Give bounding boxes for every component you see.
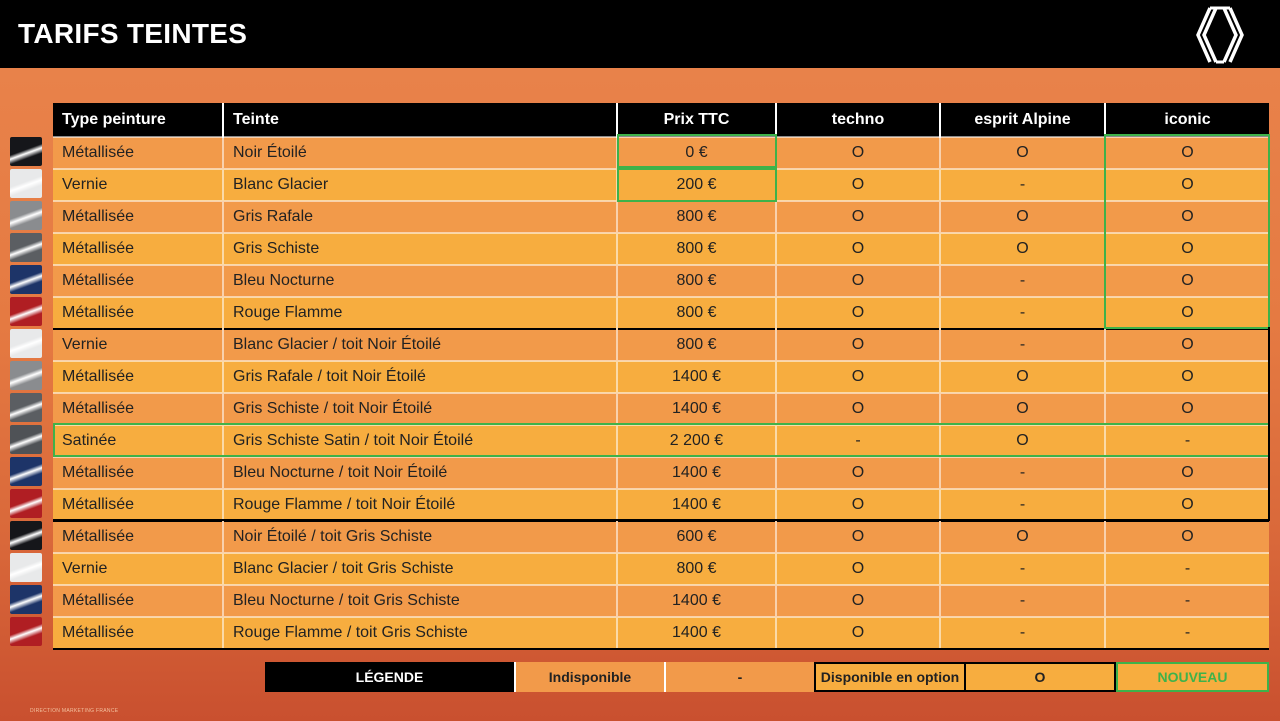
page-header	[0, 0, 1280, 68]
paint-swatch-icon	[10, 201, 42, 230]
cell-prix: 1400 €	[617, 489, 776, 521]
cell-teinte: Noir Étoilé	[223, 137, 617, 169]
paint-swatch-icon	[10, 393, 42, 422]
page-title: TARIFS TEINTES	[18, 18, 248, 49]
legend-unavailable-label: Indisponible	[514, 662, 664, 692]
paint-swatch-icon	[10, 137, 42, 166]
cell-esprit-alpine: -	[940, 329, 1105, 361]
cell-iconic: -	[1105, 585, 1269, 617]
table-row	[53, 137, 1269, 169]
table-row	[53, 233, 1269, 265]
table-row	[53, 521, 1269, 553]
cell-type: Métallisée	[53, 521, 223, 553]
cell-type: Métallisée	[53, 297, 223, 329]
paint-swatch-icon	[10, 617, 42, 646]
cell-esprit-alpine: O	[940, 233, 1105, 265]
cell-prix: 1400 €	[617, 457, 776, 489]
table-row	[53, 617, 1269, 649]
paint-swatch-icon	[10, 489, 42, 518]
legend-new-label: NOUVEAU	[1116, 662, 1269, 692]
cell-teinte: Gris Schiste / toit Noir Étoilé	[223, 393, 617, 425]
cell-type: Satinée	[53, 425, 223, 457]
cell-prix: 1400 €	[617, 617, 776, 649]
cell-type: Métallisée	[53, 393, 223, 425]
legend-option-label: Disponible en option	[814, 662, 966, 692]
paint-swatch-icon	[10, 425, 42, 454]
cell-teinte: Blanc Glacier / toit Noir Étoilé	[223, 329, 617, 361]
cell-prix: 1400 €	[617, 393, 776, 425]
cell-type: Métallisée	[53, 265, 223, 297]
cell-techno: O	[776, 201, 940, 233]
cell-esprit-alpine: O	[940, 393, 1105, 425]
cell-type: Métallisée	[53, 489, 223, 521]
cell-iconic: O	[1105, 265, 1269, 297]
cell-prix: 1400 €	[617, 361, 776, 393]
cell-techno: O	[776, 297, 940, 329]
cell-techno: O	[776, 585, 940, 617]
cell-teinte: Noir Étoilé / toit Gris Schiste	[223, 521, 617, 553]
cell-techno: O	[776, 329, 940, 361]
cell-iconic: O	[1105, 233, 1269, 265]
cell-techno: O	[776, 265, 940, 297]
paint-swatch-icon	[10, 233, 42, 262]
cell-iconic: O	[1105, 521, 1269, 553]
cell-iconic: O	[1105, 457, 1269, 489]
table-row	[53, 361, 1269, 393]
cell-teinte: Gris Schiste	[223, 233, 617, 265]
cell-type: Vernie	[53, 169, 223, 201]
col-header-iconic: iconic	[1105, 103, 1269, 137]
table-row	[53, 553, 1269, 585]
paint-swatch-icon	[10, 265, 42, 294]
cell-esprit-alpine: -	[940, 553, 1105, 585]
cell-iconic: O	[1105, 329, 1269, 361]
cell-type: Métallisée	[53, 201, 223, 233]
cell-prix: 800 €	[617, 297, 776, 329]
table-header-row	[53, 103, 1269, 137]
cell-type: Métallisée	[53, 233, 223, 265]
cell-iconic: O	[1105, 297, 1269, 329]
table-row	[53, 297, 1269, 329]
cell-esprit-alpine: -	[940, 457, 1105, 489]
col-header-prix: Prix TTC	[617, 103, 776, 137]
paint-swatch-column	[10, 137, 42, 649]
paint-swatch-icon	[10, 585, 42, 614]
col-header-techno: techno	[776, 103, 940, 137]
cell-techno: O	[776, 137, 940, 169]
cell-teinte: Rouge Flamme / toit Gris Schiste	[223, 617, 617, 649]
legend-option-symbol: O	[966, 662, 1116, 692]
cell-teinte: Blanc Glacier	[223, 169, 617, 201]
cell-techno: O	[776, 169, 940, 201]
cell-esprit-alpine: -	[940, 585, 1105, 617]
cell-prix: 800 €	[617, 201, 776, 233]
cell-type: Métallisée	[53, 137, 223, 169]
table-row	[53, 329, 1269, 361]
cell-prix: 1400 €	[617, 585, 776, 617]
table-row	[53, 169, 1269, 201]
table-row	[53, 489, 1269, 521]
cell-teinte: Rouge Flamme	[223, 297, 617, 329]
cell-iconic: -	[1105, 617, 1269, 649]
cell-iconic: O	[1105, 169, 1269, 201]
table-row	[53, 585, 1269, 617]
table-row	[53, 457, 1269, 489]
paint-swatch-icon	[10, 553, 42, 582]
cell-esprit-alpine: O	[940, 425, 1105, 457]
paint-swatch-icon	[10, 521, 42, 550]
cell-iconic: -	[1105, 553, 1269, 585]
cell-type: Vernie	[53, 553, 223, 585]
legend-unavailable-symbol: -	[664, 662, 814, 692]
cell-techno: O	[776, 553, 940, 585]
cell-techno: O	[776, 489, 940, 521]
cell-prix: 2 200 €	[617, 425, 776, 457]
cell-teinte: Blanc Glacier / toit Gris Schiste	[223, 553, 617, 585]
table-row	[53, 393, 1269, 425]
cell-type: Vernie	[53, 329, 223, 361]
cell-teinte: Rouge Flamme / toit Noir Étoilé	[223, 489, 617, 521]
cell-type: Métallisée	[53, 361, 223, 393]
cell-techno: O	[776, 457, 940, 489]
table-row	[53, 425, 1269, 457]
paint-swatch-icon	[10, 457, 42, 486]
cell-esprit-alpine: -	[940, 489, 1105, 521]
cell-prix: 800 €	[617, 329, 776, 361]
cell-type: Métallisée	[53, 617, 223, 649]
cell-prix: 800 €	[617, 553, 776, 585]
cell-teinte: Gris Rafale / toit Noir Étoilé	[223, 361, 617, 393]
cell-techno: O	[776, 233, 940, 265]
cell-iconic: -	[1105, 425, 1269, 457]
paint-swatch-icon	[10, 169, 42, 198]
footer-credit: DIRECTION MARKETING FRANCE	[30, 708, 119, 714]
renault-diamond-logo-icon	[1194, 4, 1246, 66]
cell-teinte: Bleu Nocturne	[223, 265, 617, 297]
cell-esprit-alpine: O	[940, 521, 1105, 553]
cell-techno: O	[776, 617, 940, 649]
cell-teinte: Gris Schiste Satin / toit Noir Étoilé	[223, 425, 617, 457]
cell-teinte: Bleu Nocturne / toit Gris Schiste	[223, 585, 617, 617]
col-header-esprit-alpine: esprit Alpine	[940, 103, 1105, 137]
cell-iconic: O	[1105, 137, 1269, 169]
cell-prix: 600 €	[617, 521, 776, 553]
cell-teinte: Bleu Nocturne / toit Noir Étoilé	[223, 457, 617, 489]
cell-techno: O	[776, 361, 940, 393]
cell-techno: -	[776, 425, 940, 457]
cell-esprit-alpine: O	[940, 201, 1105, 233]
cell-esprit-alpine: -	[940, 617, 1105, 649]
cell-esprit-alpine: O	[940, 137, 1105, 169]
col-header-type: Type peinture	[53, 103, 223, 137]
table-row	[53, 265, 1269, 297]
col-header-teinte: Teinte	[223, 103, 617, 137]
cell-esprit-alpine: -	[940, 265, 1105, 297]
cell-prix: 0 €	[617, 137, 776, 169]
cell-techno: O	[776, 393, 940, 425]
cell-teinte: Gris Rafale	[223, 201, 617, 233]
cell-techno: O	[776, 521, 940, 553]
cell-esprit-alpine: -	[940, 169, 1105, 201]
cell-type: Métallisée	[53, 457, 223, 489]
paint-swatch-icon	[10, 361, 42, 390]
cell-esprit-alpine: -	[940, 297, 1105, 329]
legend-bar	[265, 662, 1269, 692]
cell-iconic: O	[1105, 489, 1269, 521]
cell-esprit-alpine: O	[940, 361, 1105, 393]
table-row	[53, 201, 1269, 233]
paint-swatch-icon	[10, 329, 42, 358]
cell-prix: 800 €	[617, 233, 776, 265]
cell-iconic: O	[1105, 201, 1269, 233]
cell-iconic: O	[1105, 393, 1269, 425]
cell-iconic: O	[1105, 361, 1269, 393]
tarifs-table	[53, 103, 1269, 650]
paint-swatch-icon	[10, 297, 42, 326]
cell-prix: 800 €	[617, 265, 776, 297]
legend-title: LÉGENDE	[265, 662, 514, 692]
cell-prix: 200 €	[617, 169, 776, 201]
cell-type: Métallisée	[53, 585, 223, 617]
